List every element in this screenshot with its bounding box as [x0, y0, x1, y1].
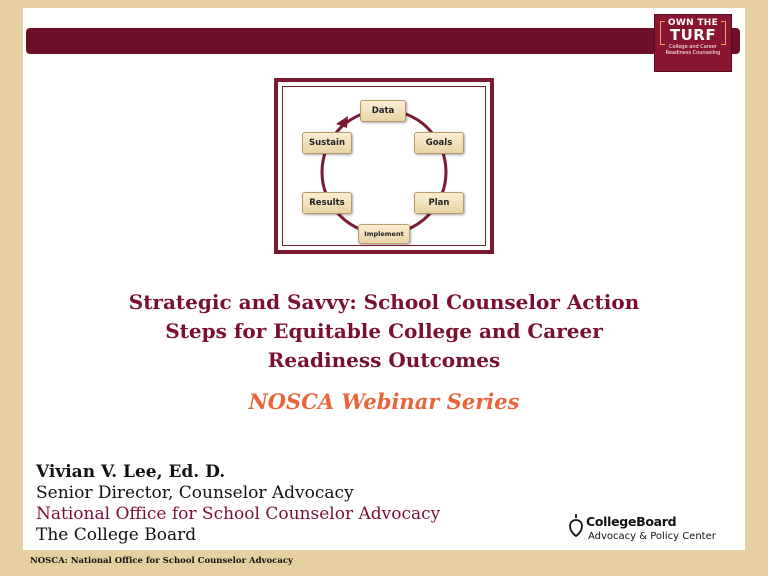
own-the-turf-logo — [654, 14, 732, 72]
presenter-role: Senior Director, Counselor Advocacy — [36, 483, 354, 503]
cycle-node-data: Data — [360, 100, 406, 122]
cycle-node-plan: Plan — [414, 192, 464, 214]
title-line-1: Strategic and Savvy: School Counselor Action — [128, 290, 640, 314]
footer-note: NOSCA: National Office for School Counselor Advocacy — [30, 556, 293, 566]
cycle-diagram — [274, 78, 494, 254]
logo-line-3b: Readiness Counseling — [665, 50, 721, 56]
presenter-office: National Office for School Counselor Advocacy — [36, 504, 441, 524]
slide-subtitle: NOSCA Webinar Series — [248, 389, 520, 414]
cycle-node-sustain: Sustain — [302, 132, 352, 154]
presenter-block — [36, 462, 556, 546]
logo-line-3a: College and Career — [669, 44, 717, 50]
collegeboard-name: CollegeBoard — [586, 514, 677, 529]
cycle-node-implement: Implement — [358, 224, 410, 244]
logo-line-1: OWN THE — [667, 18, 719, 28]
slide-title — [60, 288, 708, 375]
cycle-node-goals: Goals — [414, 132, 464, 154]
presenter-name: Vivian V. Lee, Ed. D. — [36, 462, 226, 482]
cycle-node-results: Results — [302, 192, 352, 214]
title-line-3: Readiness Outcomes — [267, 348, 501, 372]
presenter-organization: The College Board — [36, 525, 197, 545]
collegeboard-center: Advocacy & Policy Center — [588, 531, 716, 542]
collegeboard-logo — [566, 512, 736, 548]
title-line-2: Steps for Equitable College and Career — [165, 319, 603, 343]
acorn-icon — [566, 512, 586, 540]
header-bar — [26, 28, 740, 54]
logo-line-2: TURF — [669, 26, 717, 44]
